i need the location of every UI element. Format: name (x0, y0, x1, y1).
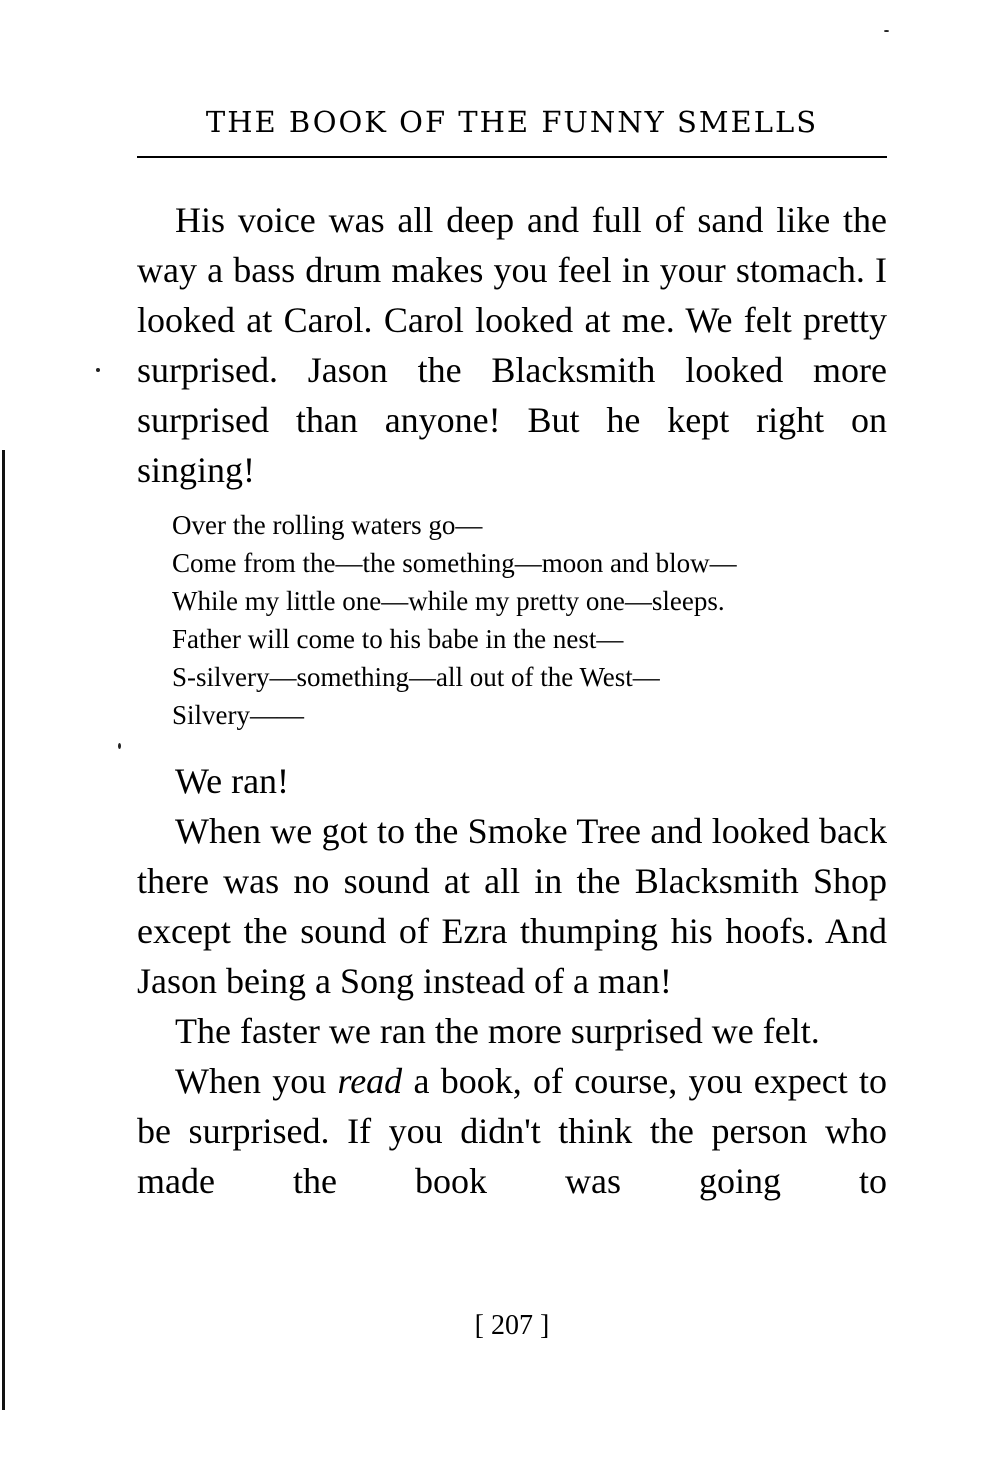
verse-line: Come from the—the something—moon and blow— (172, 548, 737, 578)
paragraph-5 (137, 1056, 887, 1206)
paragraph-5-after: a book, of course, you expect to be surprised. If you didn't think the person who made the book was going to (137, 1061, 887, 1201)
head-rule (137, 156, 887, 158)
paragraph-block-bottom (137, 756, 887, 1206)
verse-line: Over the rolling waters go— (172, 510, 483, 540)
verse-line: S-silvery—something—all out of the West— (172, 662, 660, 692)
paragraph-block-top (137, 195, 887, 495)
verse-line: While my little one—while my pretty one—sleeps. (172, 586, 725, 616)
print-speck (118, 743, 121, 749)
paragraph-1: His voice was all deep and full of sand like the way a bass drum makes you feel in your stomach. I looked at Carol. Carol looked at me. We felt pretty surprised. Jason the Blacksmith looked more surprised than anyone! But he kept right on singing! (137, 200, 887, 490)
paragraph-5-before: When you (175, 1061, 338, 1101)
paragraph-2: We ran! (175, 761, 290, 801)
paragraph-4: The faster we ran the more surprised we felt. (175, 1011, 820, 1051)
print-speck (884, 30, 889, 32)
running-head: THE BOOK OF THE FUNNY SMELLS (205, 105, 819, 139)
paragraph-5-emphasis: read (337, 1061, 403, 1101)
page-number: [ 207 ] (474, 1310, 550, 1341)
page-gutter-edge (2, 450, 5, 1410)
verse-line: Father will come to his babe in the nest— (172, 624, 624, 654)
paragraph-3: When we got to the Smoke Tree and looked back there was no sound at all in the Blacksmith Shop except the sound of Ezra thumping his hoofs. And Jason being a Song instead of a man! (137, 811, 887, 1001)
print-speck (96, 368, 100, 372)
verse-line: Silvery—— (172, 700, 304, 730)
song-verse (172, 506, 887, 734)
